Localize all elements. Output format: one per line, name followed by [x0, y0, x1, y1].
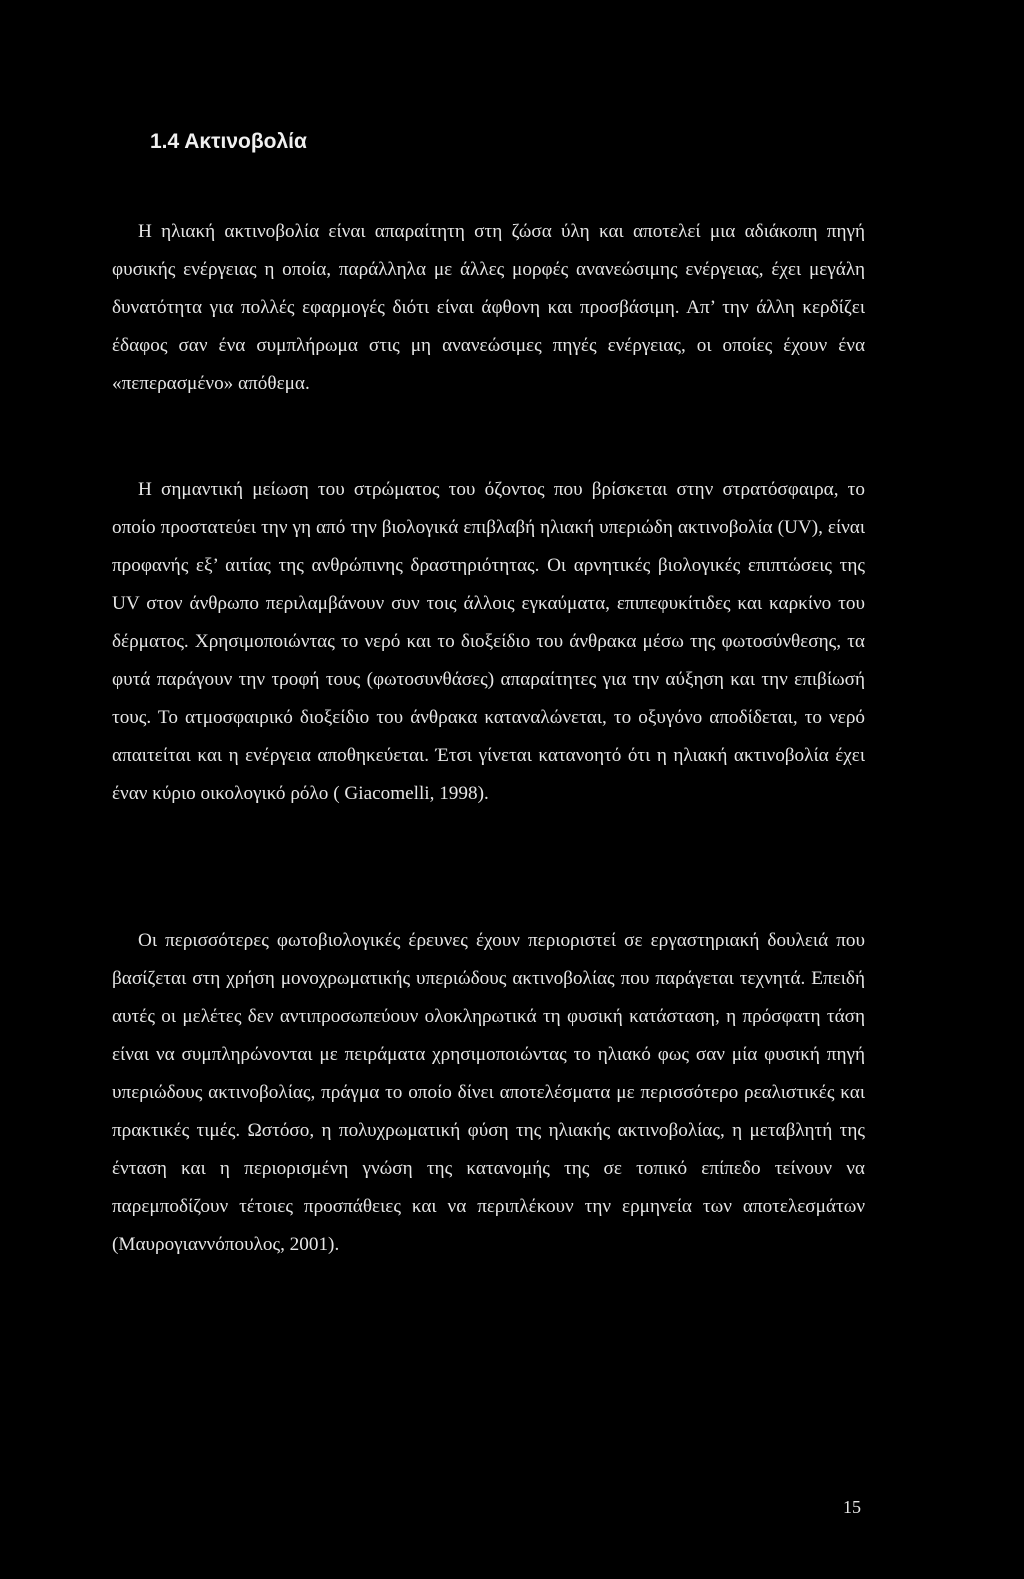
section-heading: 1.4 Ακτινοβολία: [150, 130, 307, 153]
page-number: 15: [843, 1497, 861, 1517]
paragraph-photobiology-research: Οι περισσότερες φωτοβιολογικές έρευνες έχουν περιοριστεί σε εργαστηριακή δουλειά που βασίζεται στη χρήση μονοχρωματικής υπεριώδους ακτινοβολίας που παράγεται τεχνητά. Επειδή αυτές οι μελέτες δεν αντιπροσωπεύουν ολοκληρωτικά τη φυσική κατάσταση, η πρόσφατη τάση είναι να συμπληρώνονται με πειράματα χρησιμοποιώντας το ηλιακό φως σαν μία φυσική πηγή υπεριώδους ακτινοβολίας, πράγμα το οποίο δίνει αποτελέσματα με περισσότερο ρεαλιστικές και πρακτικές τιμές. Ωστόσο, η πολυχρωματική φύση της ηλιακής ακτινοβολίας, η μεταβλητή της ένταση και η περιορισμένη γνώση της κατανομής της σε τοπικό επίπεδο τείνουν να παρεμποδίζουν τέτοιες προσπάθειες και να περιπλέκουν την ερμηνεία των αποτελεσμάτων (Μαυρογιαννόπουλος, 2001).: [112, 930, 865, 1255]
paragraph-solar-radiation-intro: Η ηλιακή ακτινοβολία είναι απαραίτητη στη ζώσα ύλη και αποτελεί μια αδιάκοπη πηγή φυσικής ενέργειας η οποία, παράλληλα με άλλες μορφές ανανεώσιμης ενέργειας, έχει μεγάλη δυνατότητα για πολλές εφαρμογές διότι είναι άφθονη και προσβάσιμη. Απ’ την άλλη κερδίζει έδαφος σαν ένα συμπλήρωμα στις μη ανανεώσιμες πηγές ενέργειας, οι οποίες έχουν ένα «πεπερασμένο» απόθεμα.: [112, 221, 865, 394]
paragraph-ozone-uv-effects: Η σημαντική μείωση του στρώματος του όζοντος που βρίσκεται στην στρατόσφαιρα, το οποίο προστατεύει την γη από την βιολογικά επιβλαβή ηλιακή υπεριώδη ακτινοβολία (UV), είναι προφανής εξ’ αιτίας της ανθρώπινης δραστηριότητας. Οι αρνητικές βιολογικές επιπτώσεις της UV στον άνθρωπο περιλαμβάνουν συν τοις άλλοις εγκαύματα, επιπεφυκίτιδες και καρκίνο του δέρματος. Χρησιμοποιώντας το νερό και το διοξείδιο του άνθρακα μέσω της φωτοσύνθεσης, τα φυτά παράγουν την τροφή τους (φωτοσυνθάσες) απαραίτητες για την αύξηση και την επιβίωσή τους. Το ατμοσφαιρικό διοξείδιο του άνθρακα καταναλώνεται, το οξυγόνο αποδίδεται, το νερό απαιτείται και η ενέργεια αποθηκεύεται. Έτσι γίνεται κατανοητό ότι η ηλιακή ακτινοβολία έχει έναν κύριο οικολογικό ρόλο ( Giacomelli, 1998).: [112, 479, 865, 804]
